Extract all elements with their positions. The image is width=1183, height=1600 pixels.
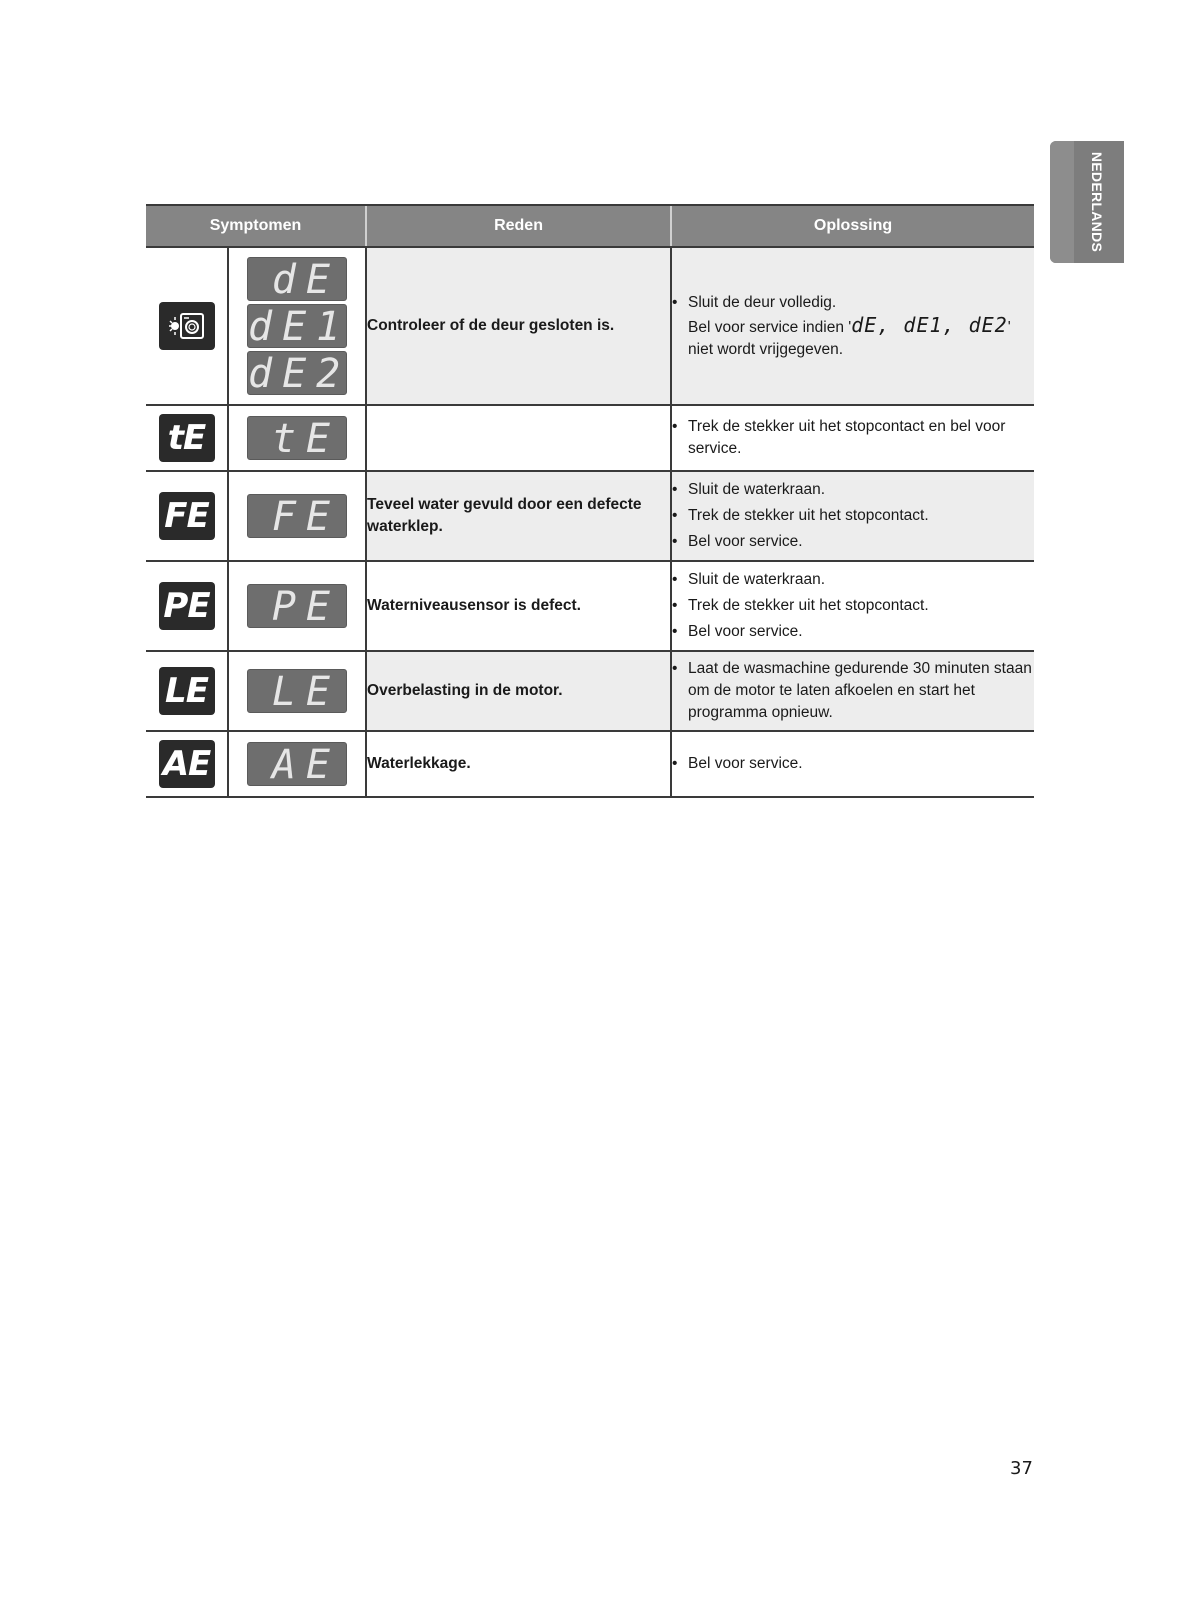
error-display: dE2 — [248, 351, 351, 397]
reason-cell: Controleer of de deur gesloten is. — [366, 247, 671, 405]
solution-item: • Laat de wasmachine gedurende 30 minuten staan om de motor te laten afkoelen en start het programma opnieuw. — [672, 658, 1034, 724]
solution-item — [672, 292, 1034, 361]
display-cell — [228, 471, 366, 561]
fe-code-icon: FE — [159, 492, 215, 540]
solution-item: • Bel voor service. — [672, 531, 1034, 553]
symptom-icon-cell — [146, 247, 228, 405]
solution-service-suffix: ' niet wordt vrijgegeven. — [688, 318, 1011, 358]
solution-item: • Bel voor service. — [672, 621, 1034, 643]
display-cell — [228, 731, 366, 797]
error-display: dE1 — [248, 304, 351, 350]
table-header-row — [146, 205, 1034, 247]
symptom-icon-cell — [146, 405, 228, 471]
language-tab — [1050, 141, 1124, 263]
symptom-icon-cell — [146, 651, 228, 731]
error-display: tE — [247, 416, 347, 460]
solution-cell — [671, 471, 1034, 561]
error-display: LE — [247, 669, 347, 713]
symptom-icon-cell — [146, 731, 228, 797]
error-display: dE — [247, 257, 347, 301]
reason-cell: Waterlekkage. — [366, 731, 671, 797]
error-display: PE — [247, 584, 347, 628]
display-cell — [228, 561, 366, 651]
symptom-icon-cell — [146, 471, 228, 561]
table-row — [146, 561, 1034, 651]
table-row — [146, 731, 1034, 797]
language-tab-strip — [1050, 141, 1074, 263]
table-row — [146, 471, 1034, 561]
error-code-table — [146, 204, 1034, 798]
solution-service-prefix: Bel voor service indien ' — [688, 318, 852, 336]
table-row — [146, 405, 1034, 471]
symptom-icon-cell — [146, 561, 228, 651]
ae-code-icon: AE — [159, 740, 215, 788]
solution-cell — [671, 247, 1034, 405]
language-label: NEDERLANDS — [1089, 151, 1105, 253]
solution-cell — [671, 405, 1034, 471]
le-code-icon: LE — [159, 667, 215, 715]
display-cell — [228, 651, 366, 731]
solution-item: • Trek de stekker uit het stopcontact en bel voor service. — [672, 416, 1034, 460]
header-solution: Oplossing — [671, 205, 1034, 247]
header-reason: Reden — [366, 205, 671, 247]
pe-code-icon: PE — [159, 582, 215, 630]
solution-line: Sluit de deur volledig. — [688, 293, 837, 311]
solution-cell — [671, 731, 1034, 797]
solution-item: • Sluit de waterkraan. — [672, 479, 1034, 501]
reason-cell: Overbelasting in de motor. — [366, 651, 671, 731]
solution-item: • Sluit de waterkraan. — [672, 569, 1034, 591]
reason-cell: Teveel water gevuld door een defecte waterklep. — [366, 471, 671, 561]
error-display: FE — [247, 494, 347, 538]
display-cell — [228, 405, 366, 471]
reason-cell — [366, 405, 671, 471]
te-code-icon: tE — [159, 414, 215, 462]
page-number: 37 — [1010, 1458, 1033, 1479]
door-lock-icon — [159, 302, 215, 350]
solution-item: • Bel voor service. — [672, 753, 1034, 775]
table-row — [146, 651, 1034, 731]
solution-item: • Trek de stekker uit het stopcontact. — [672, 595, 1034, 617]
solution-item: • Trek de stekker uit het stopcontact. — [672, 505, 1034, 527]
solution-cell — [671, 561, 1034, 651]
header-symptoms: Symptomen — [146, 205, 366, 247]
table-row — [146, 247, 1034, 405]
display-cell — [228, 247, 366, 405]
solution-cell — [671, 651, 1034, 731]
error-display: AE — [247, 742, 347, 786]
inline-error-codes: dE, dE1, dE2 — [851, 312, 1008, 337]
reason-cell: Waterniveausensor is defect. — [366, 561, 671, 651]
